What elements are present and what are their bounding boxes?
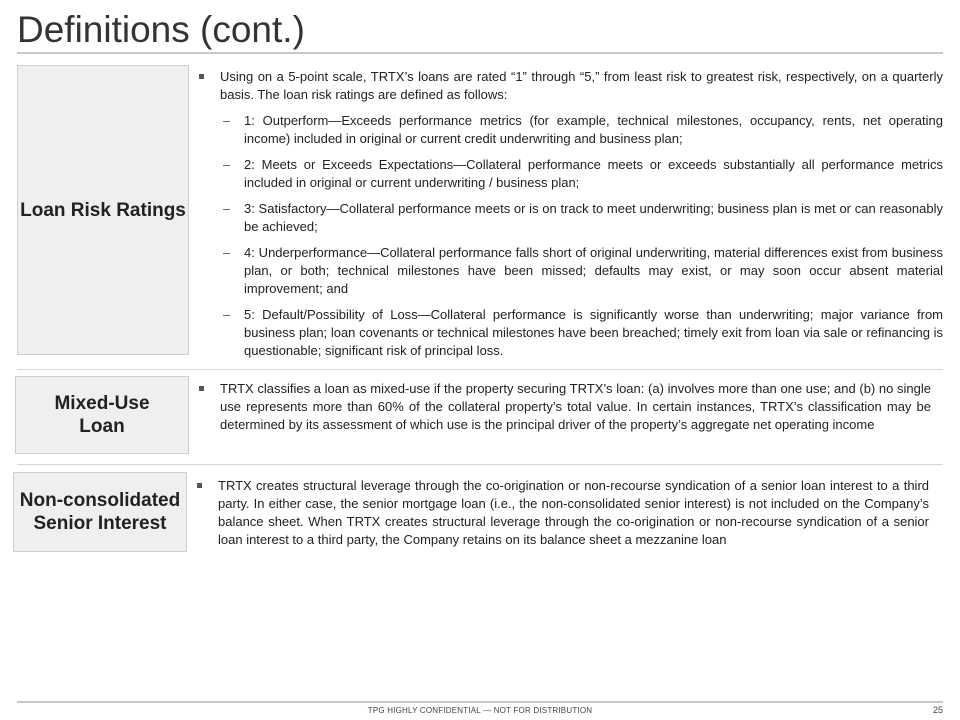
- mixed-use-loan-content: [199, 380, 931, 434]
- loan-risk-intro-text: Using on a 5-point scale, TRTX’s loans are rated “1” through “5,” from least risk to greatest risk, respectively, on a quarterly basis. The loan risk ratings are defined as follows:: [220, 69, 943, 102]
- mixed-use-loan-label-box: [15, 376, 189, 454]
- mixed-use-label-line1: Mixed-Use: [54, 393, 150, 414]
- mixed-use-text: TRTX classifies a loan as mixed-use if the property securing TRTX’s loan: (a) involves more than one use; and (b) no single use represents more than 60% of the collateral property’s total value. In certain instances, TRTX’s classification may be determined by its assessment of which use is the principal driver of the property’s aggregate net operating income: [220, 381, 931, 432]
- risk-rating-text: 3: Satisfactory—Collateral performance meets or is on track to meet underwriting; business plan is met or can reasonably be achieved;: [244, 201, 943, 234]
- square-bullet-icon: [199, 386, 204, 391]
- dash-bullet-icon: –: [223, 307, 231, 322]
- dash-bullet-icon: –: [223, 245, 231, 260]
- loan-risk-intro-bullet: [199, 68, 943, 104]
- non-consolidated-label-line2: Senior Interest: [33, 513, 167, 534]
- dash-bullet-icon: –: [223, 157, 231, 172]
- non-consolidated-content: [197, 477, 929, 549]
- dash-bullet-icon: –: [223, 113, 231, 128]
- non-consolidated-senior-interest-label-box: [13, 472, 187, 552]
- confidentiality-notice: TPG HIGHLY CONFIDENTIAL — NOT FOR DISTRIBUTION: [367, 706, 593, 715]
- section-divider: [17, 464, 943, 465]
- risk-rating-item-5: [199, 306, 943, 360]
- loan-risk-ratings-list: [199, 112, 943, 360]
- footer-divider: [17, 701, 943, 703]
- loan-risk-ratings-content: [199, 68, 943, 360]
- mixed-use-bullet: [199, 380, 931, 434]
- risk-rating-item-2: [199, 156, 943, 192]
- non-consolidated-label-line1: Non-consolidated: [19, 490, 181, 511]
- risk-rating-text: 5: Default/Possibility of Loss—Collateral performance is significantly worse than underwriting; major variance from business plan; loan covenants or technical milestones have been breached; timely exit from loan via sale or refinancing is questionable; significant risk of principal loss.: [244, 307, 943, 358]
- non-consolidated-text: TRTX creates structural leverage through the co-origination or non-recourse syndication of a senior loan interest to a third party. In either case, the senior mortgage loan (i.e., the non-consolidated senior interest) is not included on the Company’s balance sheet. When TRTX creates structural leverage through the co-origination or non-recourse syndication of a senior loan interest to a third party, the Company retains on its balance sheet a mezzanine loan: [218, 478, 929, 547]
- loan-risk-ratings-label: Loan Risk Ratings: [20, 199, 186, 221]
- page-number: 25: [932, 705, 943, 715]
- dash-bullet-icon: –: [223, 201, 231, 216]
- section-divider: [17, 369, 943, 370]
- non-consolidated-bullet: [197, 477, 929, 549]
- square-bullet-icon: [197, 483, 202, 488]
- mixed-use-label-line2: Loan: [79, 416, 125, 437]
- risk-rating-text: 1: Outperform—Exceeds performance metrics (for example, technical milestones, occupancy, rents, net operating income) included in original or current credit underwriting and business plan;: [244, 113, 943, 146]
- risk-rating-item-3: [199, 200, 943, 236]
- risk-rating-item-1: [199, 112, 943, 148]
- square-bullet-icon: [199, 74, 204, 79]
- title-divider: [17, 52, 943, 54]
- risk-rating-text: 4: Underperformance—Collateral performance falls short of original underwriting, material differences exist from business plan, or both; technical milestones have been missed; defaults may exist, or may soon occur absent material improvement; and: [244, 245, 943, 296]
- risk-rating-item-4: [199, 244, 943, 298]
- page-title: Definitions (cont.): [17, 9, 305, 50]
- loan-risk-ratings-label-box: [17, 65, 189, 355]
- risk-rating-text: 2: Meets or Exceeds Expectations—Collateral performance meets or exceeds substantially all performance metrics included in original or current underwriting / business plan;: [244, 157, 943, 190]
